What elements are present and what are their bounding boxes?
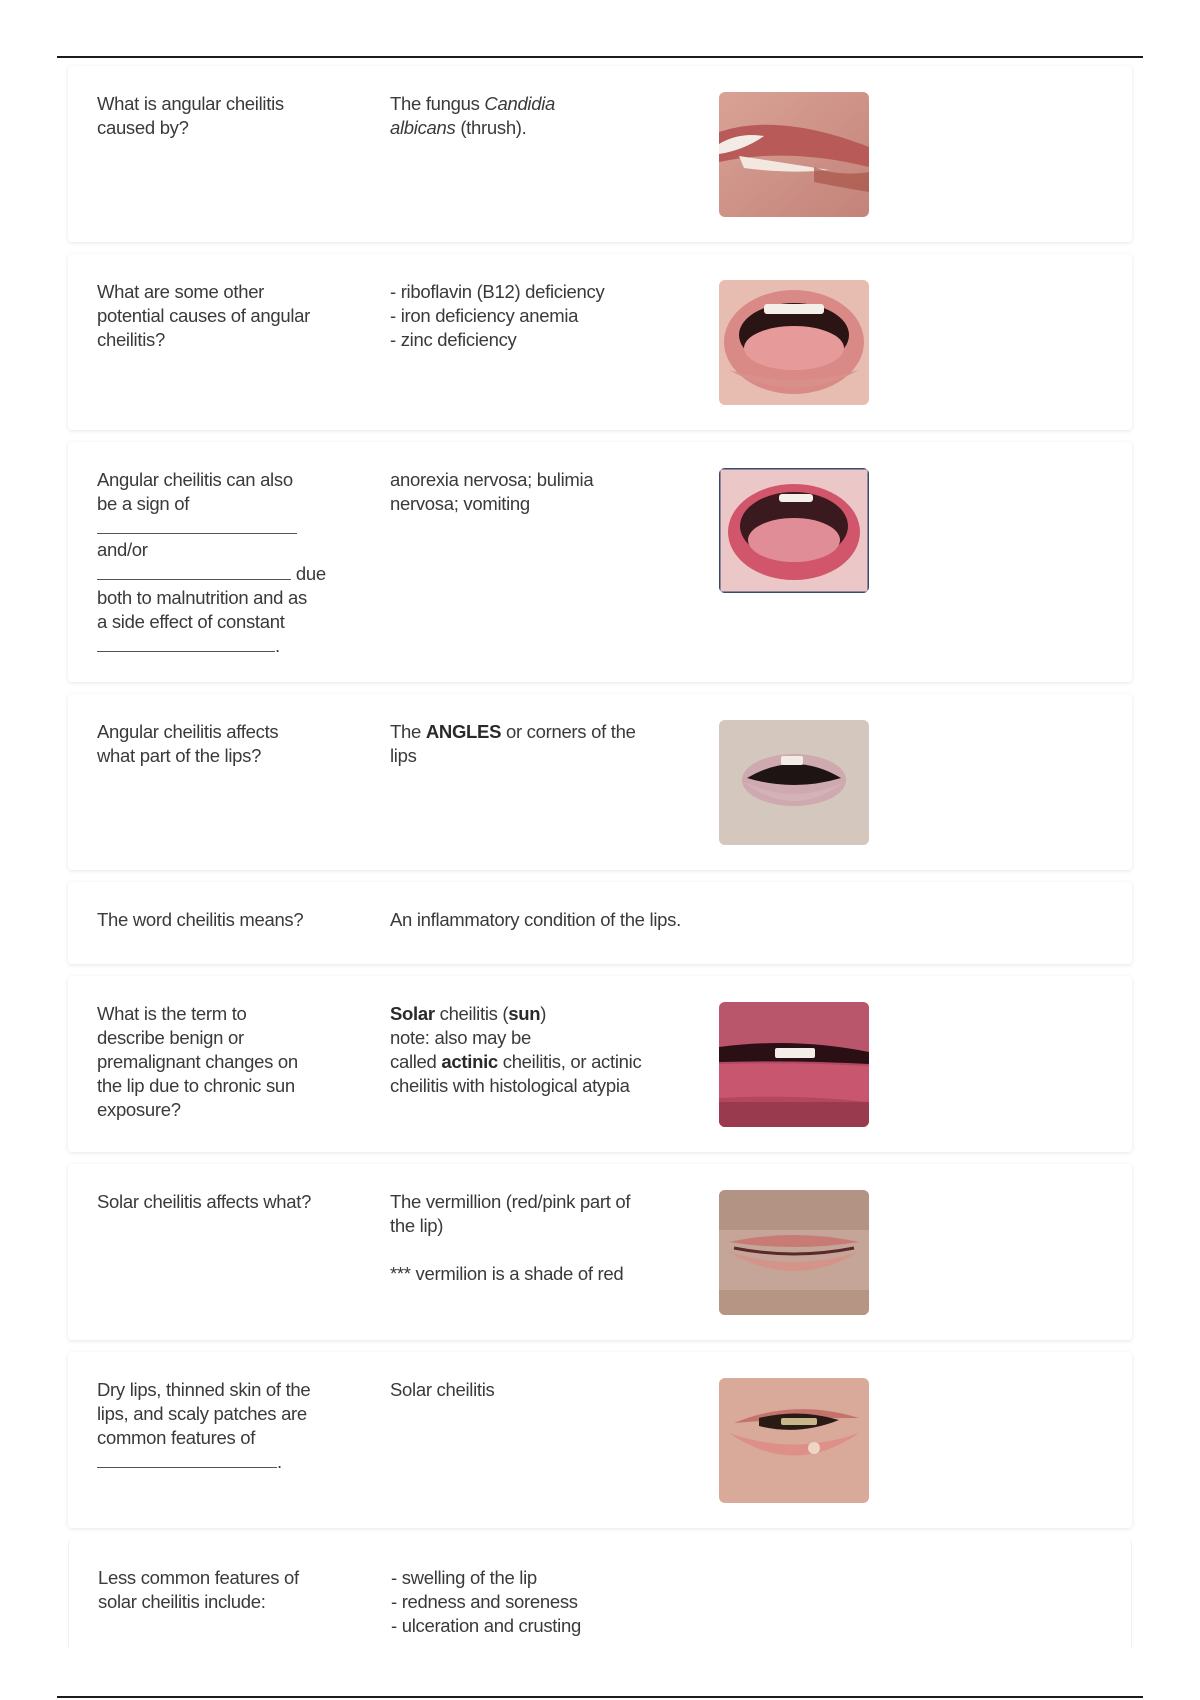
flashcard-list bbox=[68, 66, 1132, 1650]
card-image bbox=[719, 1378, 869, 1503]
answer-line: note: also may be bbox=[390, 1027, 531, 1048]
bottom-rule bbox=[57, 1696, 1143, 1698]
card-image bbox=[719, 1190, 869, 1315]
question-line: due bbox=[295, 563, 326, 584]
answer-line: the lip) bbox=[390, 1215, 444, 1236]
answer-text: cheilitis ( bbox=[434, 1003, 509, 1024]
question-line: be a sign of bbox=[97, 493, 190, 514]
question-line: premalignant changes on bbox=[97, 1051, 298, 1072]
top-rule bbox=[57, 56, 1143, 58]
answer-line: An inflammatory condition of the lips. bbox=[390, 909, 681, 930]
card-image bbox=[719, 92, 869, 217]
flashcard bbox=[68, 694, 1132, 870]
card-question bbox=[97, 1190, 342, 1214]
card-answer bbox=[391, 1566, 681, 1638]
fill-blank bbox=[97, 563, 291, 580]
question-line: and/or bbox=[97, 539, 148, 560]
flashcard bbox=[68, 882, 1132, 964]
question-line: What is angular cheilitis bbox=[97, 93, 284, 114]
card-answer bbox=[390, 1378, 680, 1402]
question-line: Dry lips, thinned skin of the bbox=[97, 1379, 311, 1400]
card-question bbox=[97, 92, 342, 140]
question-line: common features of bbox=[97, 1427, 256, 1448]
answer-italic: Candidia bbox=[484, 93, 556, 114]
answer-bold: Solar bbox=[390, 1003, 435, 1024]
question-line: Less common features of bbox=[98, 1567, 299, 1588]
card-answer bbox=[390, 908, 730, 932]
card-question bbox=[97, 1002, 342, 1122]
question-line: cheilitis? bbox=[97, 329, 165, 350]
fill-blank bbox=[97, 1451, 277, 1468]
question-line: What are some other bbox=[97, 281, 265, 302]
answer-text: The bbox=[390, 721, 426, 742]
question-line: The word cheilitis means? bbox=[97, 909, 304, 930]
answer-line: - iron deficiency anemia bbox=[390, 305, 579, 326]
fill-blank bbox=[97, 635, 275, 652]
card-image bbox=[719, 1002, 869, 1127]
fill-blank bbox=[97, 517, 297, 534]
answer-line: anorexia nervosa; bulimia bbox=[390, 469, 594, 490]
answer-line: nervosa; vomiting bbox=[390, 493, 530, 514]
card-answer bbox=[390, 468, 680, 516]
flashcard bbox=[68, 1540, 1132, 1650]
question-line: the lip due to chronic sun bbox=[97, 1075, 295, 1096]
answer-italic: albicans bbox=[390, 117, 456, 138]
answer-line: Solar cheilitis bbox=[390, 1379, 495, 1400]
answer-bold: sun bbox=[508, 1003, 541, 1024]
question-line: a side effect of constant bbox=[97, 611, 285, 632]
card-image bbox=[719, 280, 869, 405]
card-question bbox=[97, 908, 342, 932]
answer-line: - swelling of the lip bbox=[391, 1567, 537, 1588]
answer-line: lips bbox=[390, 745, 417, 766]
answer-line: - zinc deficiency bbox=[390, 329, 517, 350]
answer-line: *** vermilion is a shade of red bbox=[390, 1263, 624, 1284]
card-image bbox=[719, 468, 869, 593]
answer-text: ) bbox=[540, 1003, 547, 1024]
question-line: Solar cheilitis affects what? bbox=[97, 1191, 312, 1212]
question-line: Angular cheilitis can also bbox=[97, 469, 293, 490]
flashcard bbox=[68, 1352, 1132, 1528]
question-line: Angular cheilitis affects bbox=[97, 721, 279, 742]
question-line: caused by? bbox=[97, 117, 189, 138]
question-line: . bbox=[275, 635, 280, 656]
answer-line: - riboflavin (B12) deficiency bbox=[390, 281, 605, 302]
answer-bold: actinic bbox=[441, 1051, 498, 1072]
card-question bbox=[97, 280, 342, 352]
flashcard bbox=[68, 254, 1132, 430]
card-answer bbox=[390, 92, 680, 140]
question-line: What is the term to bbox=[97, 1003, 247, 1024]
question-line: exposure? bbox=[97, 1099, 181, 1120]
flashcard bbox=[68, 66, 1132, 242]
answer-bold: ANGLES bbox=[425, 721, 502, 742]
flashcard bbox=[68, 976, 1132, 1152]
answer-text: cheilitis, or actinic bbox=[497, 1051, 642, 1072]
answer-line: - redness and soreness bbox=[391, 1591, 578, 1612]
question-line: both to malnutrition and as bbox=[97, 587, 307, 608]
answer-text: called bbox=[390, 1051, 442, 1072]
answer-text: The fungus bbox=[390, 93, 485, 114]
question-line: potential causes of angular bbox=[97, 305, 311, 326]
card-answer bbox=[390, 1002, 680, 1098]
question-line: lips, and scaly patches are bbox=[97, 1403, 307, 1424]
card-question bbox=[97, 1378, 342, 1474]
question-line: what part of the lips? bbox=[97, 745, 262, 766]
card-answer bbox=[390, 720, 680, 768]
question-line: describe benign or bbox=[97, 1027, 244, 1048]
card-question bbox=[98, 1566, 343, 1614]
card-answer bbox=[390, 280, 680, 352]
flashcard bbox=[68, 442, 1132, 682]
answer-line: cheilitis with histological atypia bbox=[390, 1075, 630, 1096]
card-question bbox=[97, 468, 342, 658]
answer-line: - ulceration and crusting bbox=[391, 1615, 581, 1636]
question-line: . bbox=[277, 1451, 282, 1472]
card-question bbox=[97, 720, 342, 768]
card-image bbox=[719, 720, 869, 845]
answer-text: (thrush). bbox=[455, 117, 527, 138]
answer-text: or corners of the bbox=[501, 721, 636, 742]
question-line: solar cheilitis include: bbox=[98, 1591, 266, 1612]
flashcard bbox=[68, 1164, 1132, 1340]
answer-line: The vermillion (red/pink part of bbox=[390, 1191, 631, 1212]
card-answer bbox=[390, 1190, 680, 1286]
